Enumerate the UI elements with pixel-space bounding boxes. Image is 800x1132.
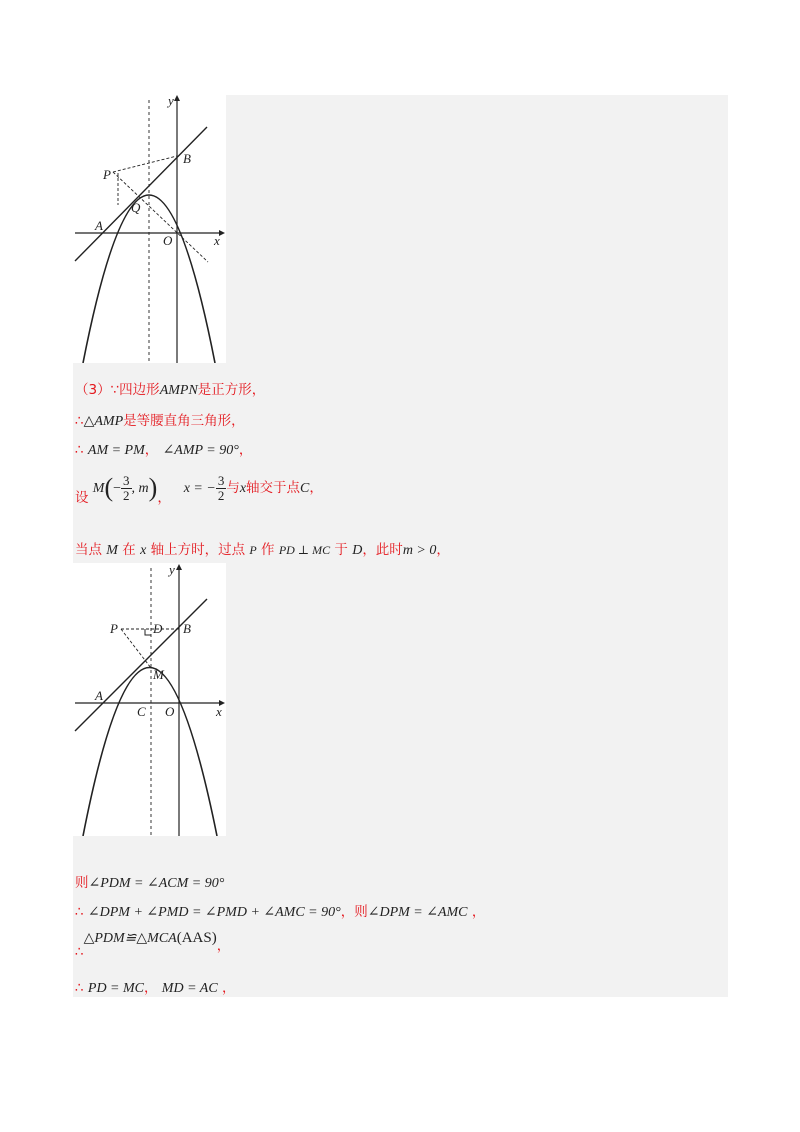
l7-a: ∴ bbox=[75, 904, 84, 920]
l1-math: AMPN bbox=[159, 383, 198, 398]
step-line-6 bbox=[75, 871, 224, 892]
step-line-3 bbox=[75, 438, 252, 459]
label-b: B bbox=[183, 151, 191, 166]
l4-text1: 与 bbox=[226, 480, 240, 496]
label-o-2: O bbox=[165, 704, 175, 719]
l5-d: 作 bbox=[261, 542, 275, 558]
step-line-4: 设 M(− $\frac{3}{2}$ , m)， x = − $\frac{3}{2}$ 与x轴交于点C， bbox=[75, 472, 323, 506]
l5-m: M bbox=[106, 543, 118, 558]
l4-end: ， bbox=[309, 480, 323, 496]
l2-math: △AMP bbox=[83, 414, 124, 429]
step-line-1 bbox=[75, 378, 265, 399]
l4-den: 2 bbox=[123, 487, 130, 503]
l9-sep: ， bbox=[144, 980, 158, 996]
label-y: y bbox=[168, 95, 174, 108]
label-q: Q bbox=[131, 200, 141, 215]
figure-2-graph bbox=[73, 563, 226, 836]
l8-aas: (AAS) bbox=[176, 930, 217, 946]
step-line-7 bbox=[75, 900, 485, 921]
label-b-2: B bbox=[183, 621, 191, 636]
l5-x: x bbox=[140, 543, 147, 558]
l4-fraction-2 bbox=[216, 474, 227, 503]
segment-pb bbox=[113, 156, 177, 172]
step-line-9 bbox=[75, 976, 235, 997]
l5-mgt: m > 0 bbox=[402, 543, 437, 558]
label-d: D bbox=[153, 621, 163, 636]
figure-1-graph bbox=[73, 95, 226, 363]
l5-p: P bbox=[249, 543, 257, 557]
l5-g: ， bbox=[436, 542, 450, 558]
segment-p-extended bbox=[113, 172, 208, 262]
l4-num: 3 bbox=[123, 472, 130, 488]
l5-math: PD ⊥ MC bbox=[278, 543, 331, 557]
label-x-2: x bbox=[216, 704, 222, 719]
l8-a: ∴ bbox=[75, 944, 84, 960]
l8-b: ， bbox=[216, 938, 231, 954]
l5-b: 在 bbox=[122, 542, 136, 558]
l4-m: , m bbox=[131, 481, 149, 496]
l4-minus: − bbox=[113, 481, 122, 496]
label-o: O bbox=[163, 233, 173, 248]
l4-den2: 2 bbox=[217, 487, 225, 503]
l5-a: 当点 bbox=[75, 542, 102, 558]
parabola-curve-2 bbox=[83, 668, 217, 837]
l4-text2: 轴交于点 bbox=[246, 480, 301, 496]
l6-a: 则 bbox=[75, 875, 89, 891]
l7-c: ， bbox=[471, 904, 486, 920]
l9-math1: PD = MC bbox=[87, 981, 144, 996]
l7-math: ∠DPM + ∠PMD = ∠PMD + ∠AMC = 90° bbox=[87, 905, 341, 920]
label-p-2: P bbox=[110, 621, 118, 636]
l3-sep: ， bbox=[144, 442, 159, 458]
l1-prefix: （3）∵四边形 bbox=[75, 382, 160, 398]
l3-math2: ∠AMP = 90° bbox=[162, 443, 239, 458]
l4-c: C bbox=[300, 481, 310, 496]
l4-she: 设 bbox=[75, 490, 89, 506]
l4-m-point: M bbox=[92, 481, 105, 496]
l4-x-eq: x = − bbox=[183, 481, 216, 496]
l9-a: ∴ bbox=[75, 980, 84, 996]
l2-prefix: ∴ bbox=[75, 413, 84, 429]
l4-num2: 3 bbox=[217, 472, 225, 488]
l6-math: ∠PDM = ∠ACM = 90° bbox=[88, 876, 225, 891]
l9-end: ， bbox=[221, 980, 236, 996]
step-line-8 bbox=[75, 928, 230, 960]
label-y-2: y bbox=[169, 563, 175, 577]
line-ab bbox=[75, 127, 207, 261]
l5-c: 轴上方时，过点 bbox=[150, 542, 246, 558]
l3-prefix: ∴ bbox=[75, 442, 84, 458]
label-m: M bbox=[153, 667, 164, 682]
l5-e: 于 bbox=[334, 542, 348, 558]
step-line-2 bbox=[75, 409, 245, 430]
l3-math1: AM = PM bbox=[87, 443, 145, 458]
l5-dpoint: D bbox=[352, 543, 363, 558]
l7-math2: ∠DPM = ∠AMC bbox=[367, 905, 468, 920]
l1-suffix: 是正方形， bbox=[197, 382, 266, 398]
label-c: C bbox=[137, 704, 146, 719]
l9-math2: MD = AC bbox=[161, 981, 218, 996]
step-line-5 bbox=[75, 538, 450, 559]
l2-suffix: 是等腰直角三角形， bbox=[123, 413, 245, 429]
l3-end: ， bbox=[238, 442, 253, 458]
label-p: P bbox=[103, 167, 111, 182]
label-a: A bbox=[95, 218, 103, 233]
l4-xaxis: x bbox=[239, 481, 247, 496]
l5-f: ，此时 bbox=[362, 542, 403, 558]
l4-comma: ， bbox=[157, 490, 171, 506]
label-x: x bbox=[214, 233, 220, 248]
l7-b: ，则 bbox=[340, 904, 368, 920]
label-a-2: A bbox=[95, 688, 103, 703]
right-angle-mark bbox=[145, 629, 151, 635]
l4-fraction bbox=[121, 474, 132, 503]
l8-math: △PDM≌△MCA bbox=[83, 931, 177, 946]
